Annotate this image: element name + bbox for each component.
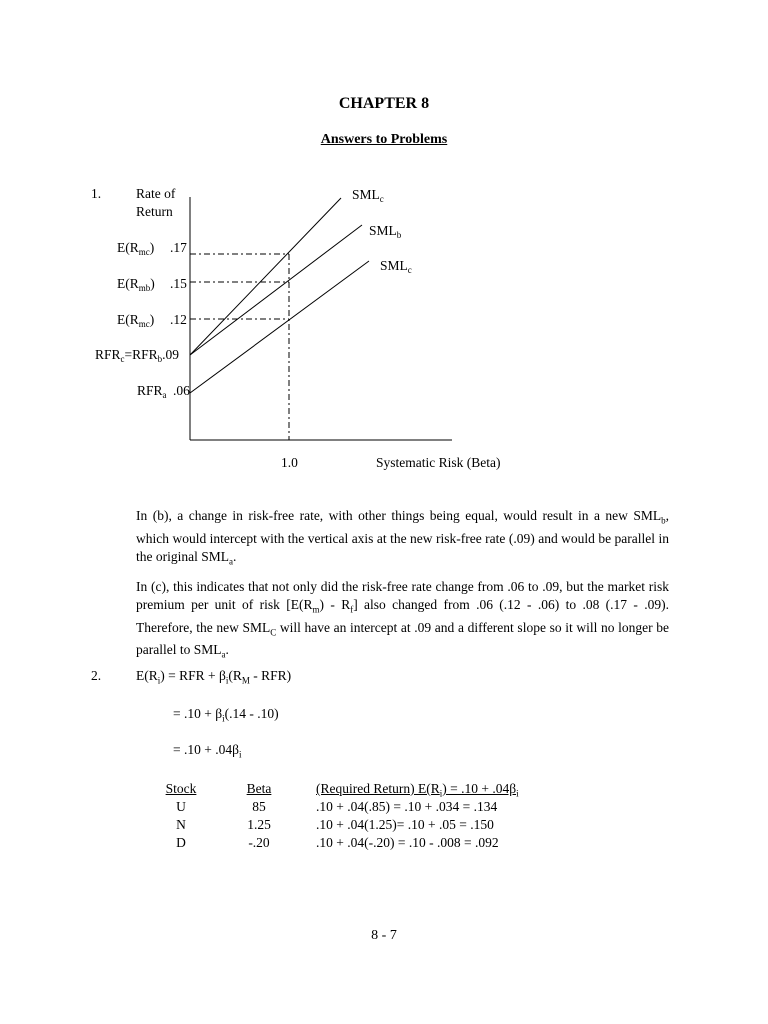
cell-beta: 1.25 (247, 817, 271, 832)
equation-2: = $.10 + \beta_i(.14 - .10)$ (173, 706, 279, 724)
paragraph-c: In (c), this indicates that not only did the risk-free rate change from .06 to .09, but the market risk premium per unit of risk $[E(R_m) - R_f]$ also changed from .06 (.12 - .06) to .08 (.17 - .09). Therefore, the new $SML_C$ will have an intercept at .09 and a different slope so it will no longer be parallel to $SML_a$. (136, 579, 670, 661)
section-subtitle: Answers to Problems (320, 132, 448, 147)
y-label-17: $E(R_{mc})$ .17 (117, 240, 187, 257)
table-header-row (0, 781, 768, 799)
sml-b-line (190, 225, 362, 355)
y-axis-label-line1: Rate of (136, 186, 176, 201)
x-tick-1: 1.0 (281, 455, 298, 470)
cell-calc: .10 + .04(1.25)= .10 + .05 = .150 (316, 817, 494, 832)
equation-1: $E(R_i)$ = RFR + $\beta_i(R_M - RFR)$ (136, 668, 292, 686)
paragraph-b: In (b), a change in risk-free rate, with other things being equal, would result in a new $SML_b$, which would intercept with the vertical axis at the new risk-free rate (.09) and would be parallel in the original $SML_a$. (136, 508, 669, 567)
y-axis-label-line2: Return (136, 204, 173, 219)
equation-3: = $.10 + .04\beta_i$ (173, 742, 242, 760)
sml-b-label: $SML_b$ (369, 223, 402, 240)
sml-c-label: $SML_c$ (352, 187, 384, 204)
header-stock: Stock (165, 781, 197, 796)
cell-stock: D (176, 835, 186, 850)
sml-c-label-lower: $SML_c$ (380, 258, 412, 275)
table-row (0, 835, 768, 853)
x-axis-label: Systematic Risk (Beta) (376, 455, 501, 470)
table-row (0, 799, 768, 817)
sml-c-line (190, 198, 341, 355)
problem-2-number: 2. (91, 668, 102, 683)
header-beta: Beta (246, 781, 272, 796)
chapter-title: CHAPTER 8 (338, 95, 430, 112)
cell-stock: N (176, 817, 186, 832)
cell-calc: .10 + .04(-.20) = .10 - .008 = .092 (316, 835, 499, 850)
page-number: 8 - 7 (371, 928, 397, 943)
cell-calc: .10 + .04(.85) = .10 + .034 = .134 (316, 799, 498, 814)
cell-beta: 85 (252, 799, 266, 814)
cell-beta: -.20 (248, 835, 270, 850)
y-label-06: $RFR_a$ .06 (137, 383, 190, 400)
y-label-12: $E(R_{mc})$ .12 (117, 312, 187, 329)
header-required-return: (Required Return) $E(R_i) = .10 + .04\beta_i$ (316, 781, 519, 799)
y-label-15: $E(R_{mb})$ .15 (117, 276, 187, 293)
table-row (0, 817, 768, 835)
sml-chart (0, 0, 768, 480)
cell-stock: U (176, 799, 186, 814)
problem-1-number: 1. (91, 186, 102, 201)
y-label-09: $RFR_c=RFR_b.09$ (95, 347, 180, 364)
